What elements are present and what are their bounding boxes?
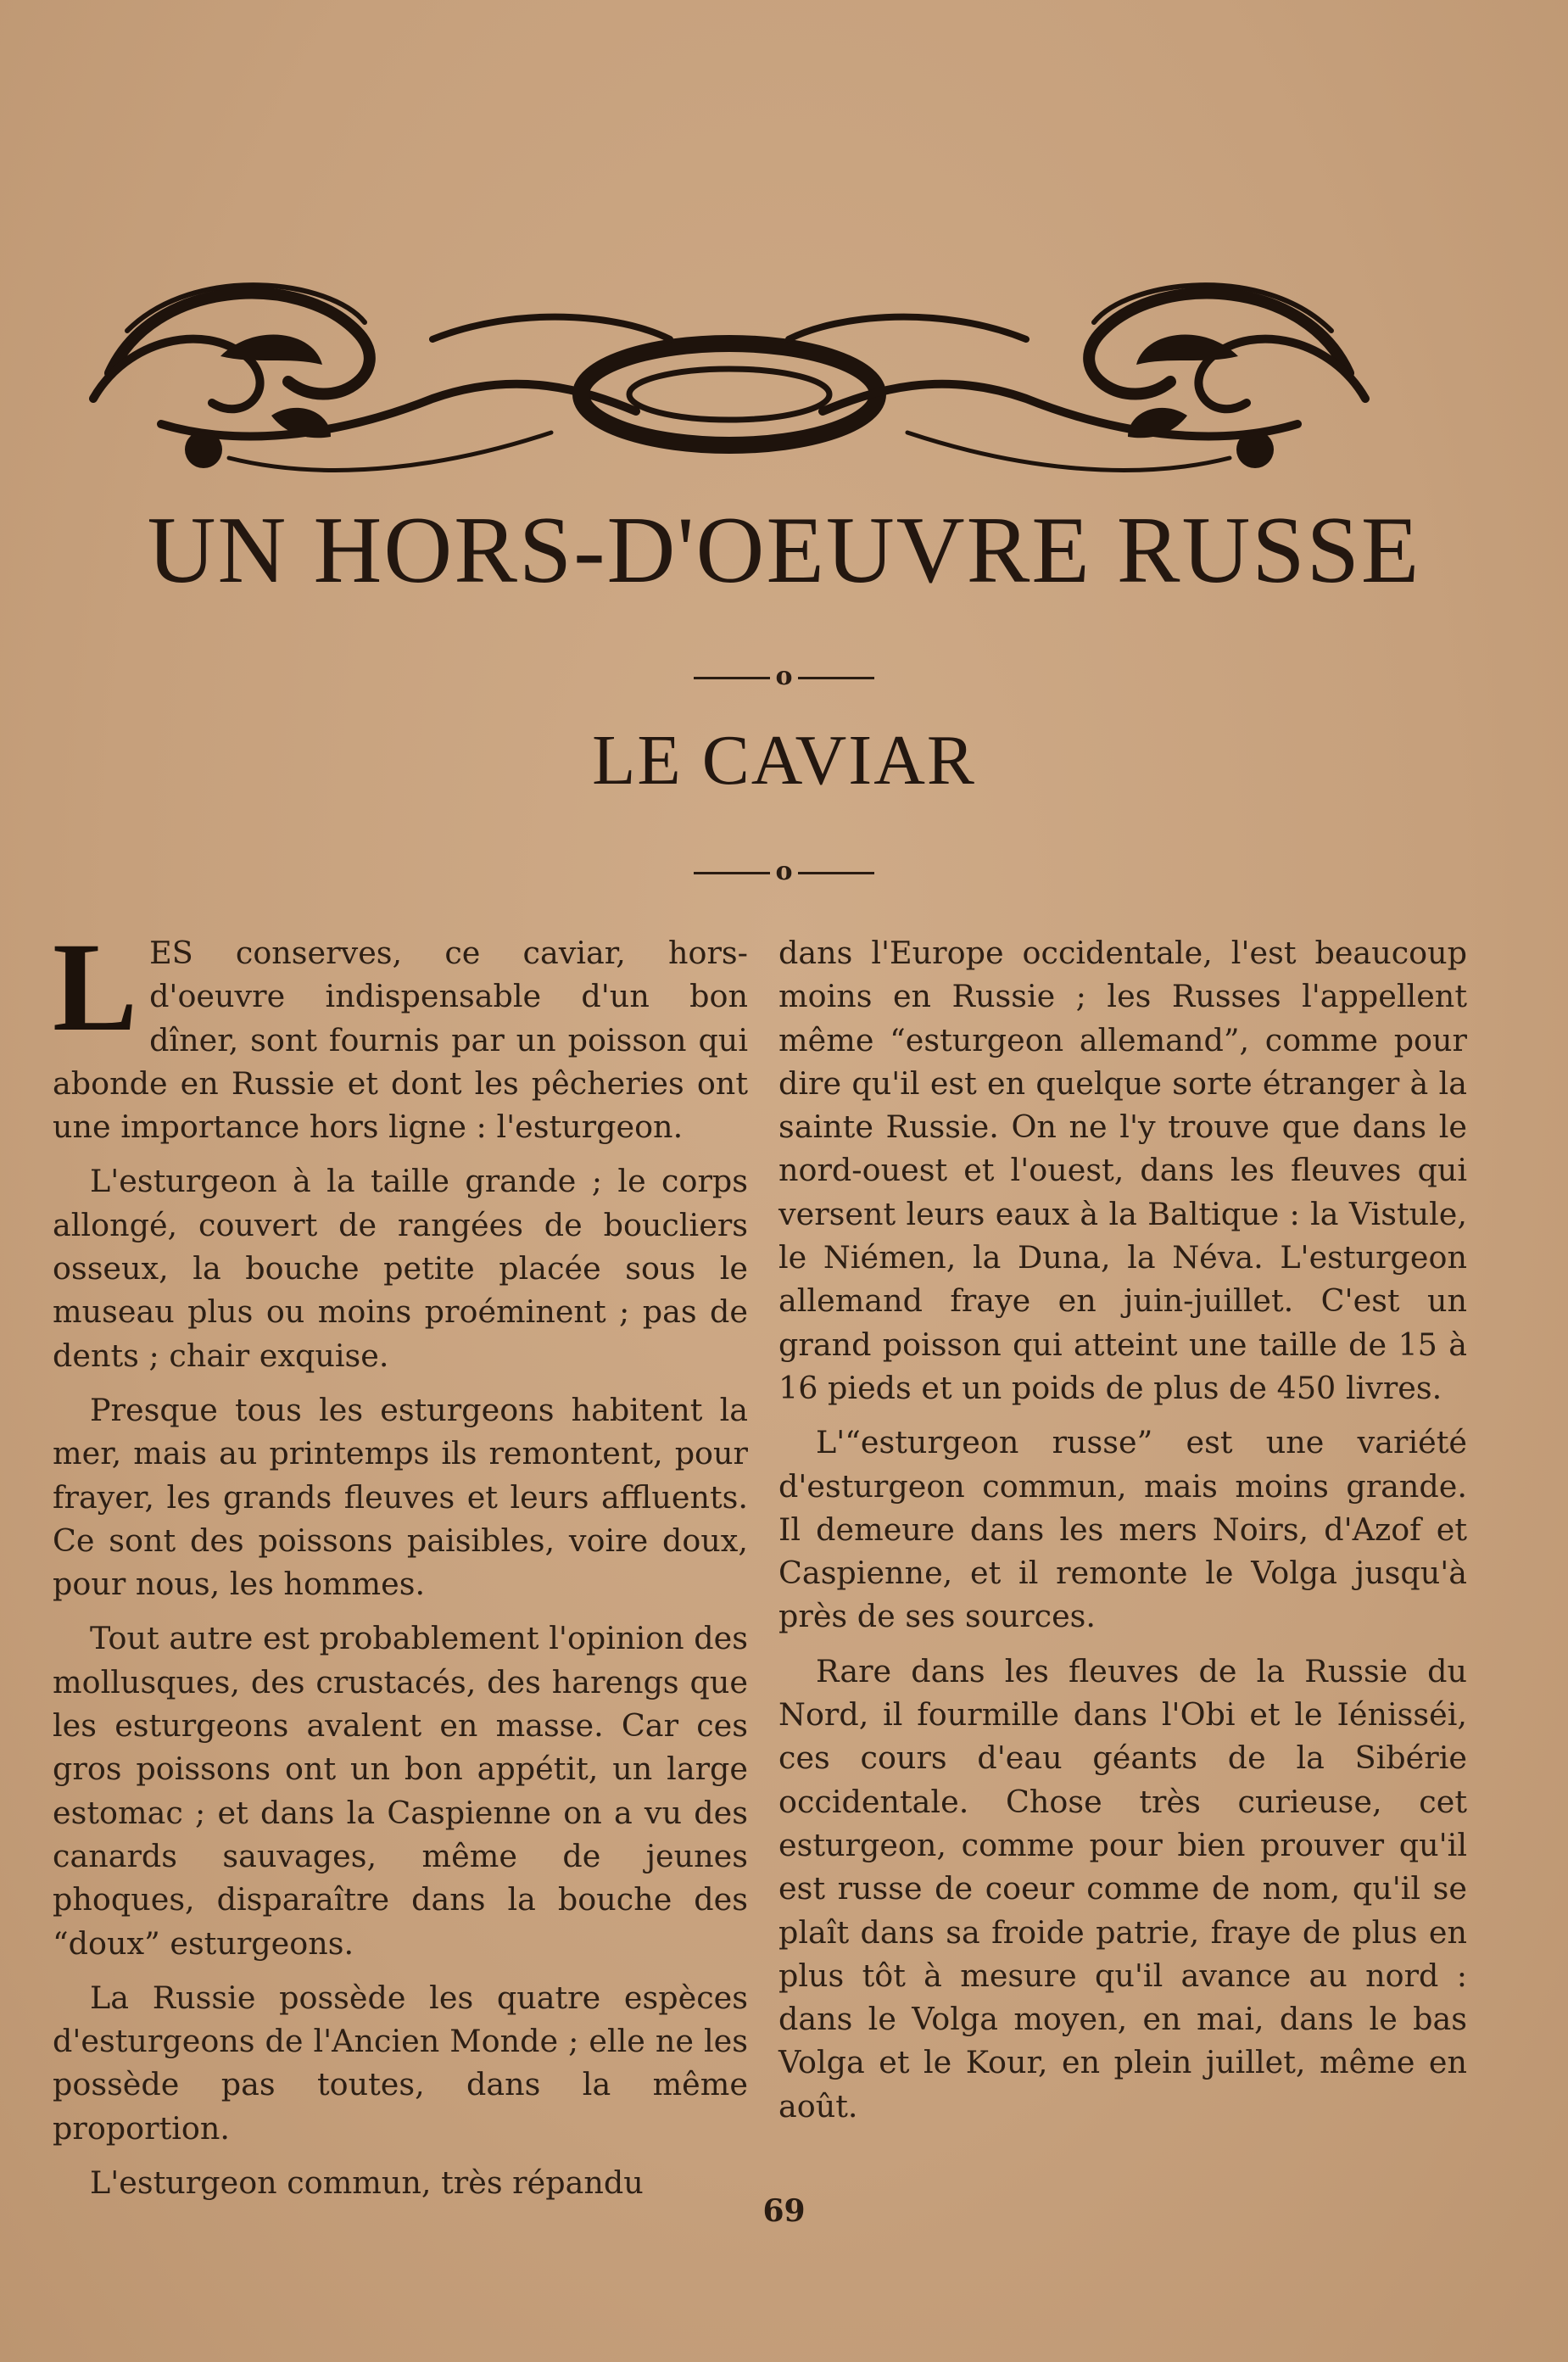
article-title: UN HORS-D'OEUVRE RUSSE bbox=[147, 498, 1421, 603]
separator-rule-right bbox=[798, 872, 874, 874]
right-column bbox=[778, 931, 1467, 2139]
left-column bbox=[53, 917, 748, 2215]
paragraph-1 bbox=[53, 917, 748, 1148]
page-number: 69 bbox=[762, 2193, 806, 2229]
paragraph-6-continued: dans l'Europe occidentale, l'est beaucoup moins en Russie ; les Russes l'appellent même “esturgeon allemand”, comme pour dire qu'il est en quelque sorte étranger à la sainte Russie. On ne l'y trouve que dans le nord-ouest et l'ouest, dans les fleuves qui versent leurs eaux à la Baltique : la Vistule, le Niémen, la Duna, la Néva. L'esturgeon allemand fraye en juin-juillet. C'est un grand poisson qui atteint une taille de 15 à 16 pieds et un poids de plus de 450 livres. bbox=[778, 935, 1467, 1406]
separator-rule-right bbox=[798, 677, 874, 679]
separator-rule-left bbox=[694, 872, 770, 874]
paragraph-3: Presque tous les esturgeons habitent la mer, mais au printemps ils remontent, pour frayer, les grands fleuves et leurs affluents. Ce sont des poissons paisibles, voire doux, pour nous, les hommes. bbox=[53, 1391, 748, 1603]
paragraph-4: Tout autre est probablement l'opinion des mollusques, des crustacés, des harengs que les esturgeons avalent en masse. Car ces gros poissons ont un bon appétit, un large estomac ; et dans la Caspienne on a vu des canards sauvages, même de jeunes phoques, disparaître dans la bouche des “doux” esturgeons. bbox=[53, 1620, 748, 1962]
separator-glyph: o bbox=[775, 662, 793, 691]
article-subtitle: LE CAVIAR bbox=[592, 721, 976, 800]
paragraph-5: La Russie possède les quatre espèces d'esturgeons de l'Ancien Monde ; elle ne les possède pas toutes, dans la même proportion. bbox=[53, 1979, 748, 2147]
separator-rule-left bbox=[694, 677, 770, 679]
separator-glyph: o bbox=[775, 857, 793, 886]
paragraph-1-text: ES conserves, ce caviar, hors-d'oeuvre indispensable d'un bon dîner, sont fournis par un poisson qui abonde en Russie et dont les pêcheries ont une importance hors ligne : l'esturgeon. bbox=[53, 935, 748, 1146]
decorative-ornament-header bbox=[76, 229, 1382, 500]
paragraph-8: Rare dans les fleuves de la Russie du Nord, il fourmille dans l'Obi et le Iénisséi, ces cours d'eau géants de la Sibérie occidentale. Chose très curieuse, cet esturgeon, comme pour bien prouver qu'il est russe de coeur comme de nom, qu'il se plaît dans sa froide patrie, fraye de plus en plus tôt à mesure qu'il avance au nord : dans le Volga moyen, en mai, dans le bas Volga et le Kour, en plein juillet, même en août. bbox=[778, 1652, 1467, 2125]
subtitle-separator bbox=[0, 857, 1568, 886]
drop-cap: L bbox=[53, 917, 138, 1058]
paragraph-2: L'esturgeon à la taille grande ; le corps allongé, couvert de rangées de boucliers osseux, la bouche petite placée sous le museau plus ou moins proéminent ; pas de dents ; chair exquise. bbox=[53, 1163, 748, 1374]
title-separator bbox=[0, 662, 1568, 691]
paragraph-7: L'“esturgeon russe” est une variété d'esturgeon commun, mais moins grande. Il demeure dans les mers Noirs, d'Azof et Caspienne, et il remonte le Volga jusqu'à près de ses sources. bbox=[778, 1424, 1467, 1635]
paragraph-6-start: L'esturgeon commun, très répandu bbox=[90, 2164, 644, 2202]
